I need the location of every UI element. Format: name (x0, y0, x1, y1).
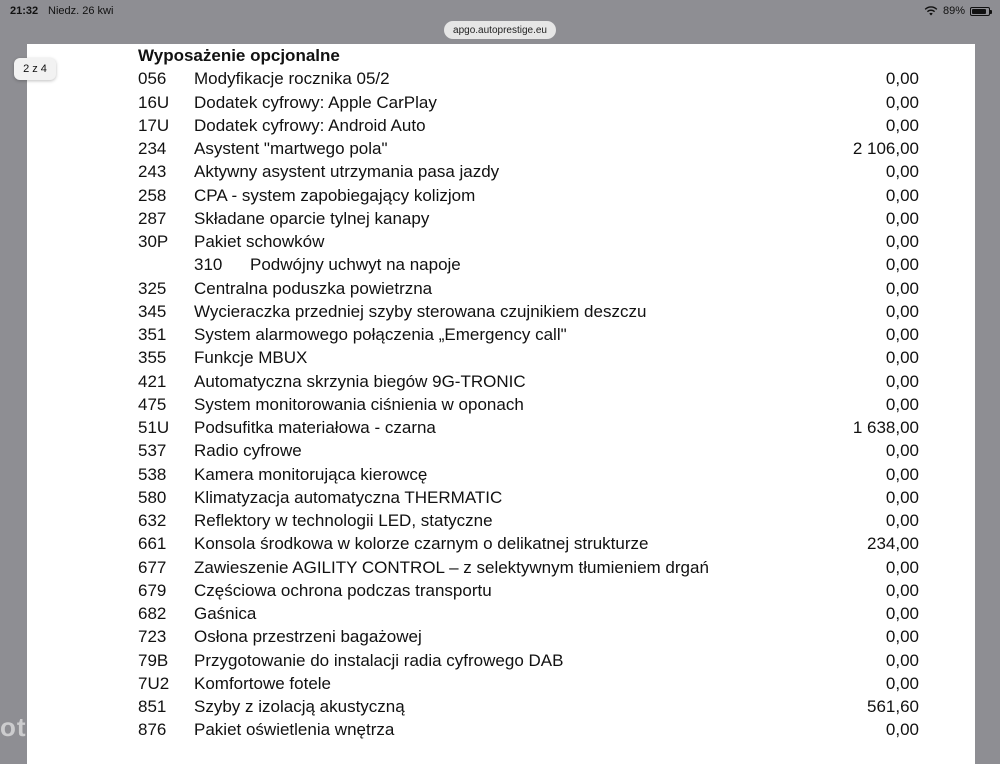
row-code: 421 (138, 371, 167, 391)
row-price: 0,00 (885, 487, 919, 507)
row-desc: Częściowa ochrona podczas transportu (194, 580, 492, 600)
battery-percent: 89% (942, 5, 965, 17)
table-row (138, 672, 928, 695)
row-desc: Komfortowe fotele (194, 673, 332, 693)
table-row (138, 207, 928, 230)
row-price: 0,00 (885, 301, 919, 321)
row-code: 580 (138, 487, 167, 507)
equipment-rows (138, 67, 928, 741)
row-code: 310 (194, 255, 223, 275)
row-desc: Pakiet oświetlenia wnętrza (194, 720, 395, 740)
table-row (138, 695, 928, 718)
row-code: 16U (138, 92, 170, 112)
table-row (138, 532, 928, 555)
row-code: 682 (138, 604, 167, 623)
row-price: 0,00 (885, 162, 919, 182)
row-desc: Wycieraczka przedniej szyby sterowana czujnikiem deszczu (194, 301, 647, 321)
status-date: Niedz. 26 kwi (48, 5, 114, 17)
row-desc: Klimatyzacja automatyczna THERMATIC (194, 487, 503, 507)
row-desc: CPA - system zapobiegający kolizjom (194, 185, 476, 205)
page-counter-label: 2 z 4 (23, 63, 47, 75)
row-price: 0,00 (885, 650, 919, 670)
row-price: 0,00 (885, 604, 919, 623)
status-indicators (924, 5, 990, 17)
table-row (138, 625, 928, 648)
row-desc: Centralna poduszka powietrzna (194, 278, 433, 298)
page-counter (14, 58, 56, 80)
row-price: 0,00 (885, 464, 919, 484)
row-desc: Reflektory w technologii LED, statyczne (194, 511, 493, 530)
row-desc: Automatyczna skrzynia biegów 9G-TRONIC (194, 371, 526, 391)
row-price: 1 638,00 (852, 418, 919, 437)
status-time: 21:32 (10, 5, 39, 17)
row-code: 851 (138, 697, 167, 716)
row-code: 79B (138, 650, 169, 670)
row-code: 876 (138, 720, 167, 740)
row-desc: Funkcje MBUX (194, 348, 308, 368)
row-price: 0,00 (885, 278, 919, 298)
row-desc: System alarmowego połączenia „Emergency call" (194, 325, 567, 344)
row-price: 0,00 (885, 232, 919, 251)
address-bar[interactable] (444, 21, 556, 39)
row-price: 0,00 (885, 115, 919, 135)
row-price: 0,00 (885, 371, 919, 391)
table-row (138, 393, 928, 416)
row-desc: Gaśnica (194, 604, 257, 623)
table-row (138, 509, 928, 532)
row-desc: Składane oparcie tylnej kanapy (194, 208, 430, 228)
row-code: 537 (138, 441, 167, 461)
row-code: 661 (138, 534, 167, 554)
row-price: 0,00 (885, 673, 919, 693)
row-code: 51U (138, 418, 170, 437)
row-code: 30P (138, 232, 169, 251)
row-code: 679 (138, 580, 167, 600)
table-row (138, 439, 928, 462)
table-row (138, 649, 928, 672)
table-row (138, 346, 928, 369)
table-row (138, 114, 928, 137)
row-code: 351 (138, 325, 167, 344)
row-code: 325 (138, 278, 167, 298)
table-row (138, 556, 928, 579)
row-code: 056 (138, 69, 167, 89)
row-price: 234,00 (867, 534, 919, 554)
row-desc: Aktywny asystent utrzymania pasa jazdy (194, 162, 500, 182)
row-price: 561,60 (867, 697, 919, 716)
wifi-icon (924, 6, 938, 16)
table-row (138, 253, 928, 276)
table-row (138, 323, 928, 346)
row-price: 0,00 (885, 69, 919, 89)
table-row (138, 602, 928, 625)
table-row (138, 300, 928, 323)
equipment-list (138, 44, 928, 742)
row-desc: Podsufitka materiałowa - czarna (194, 418, 436, 437)
battery-level (972, 9, 986, 14)
table-row (138, 137, 928, 160)
url-text: apgo.autoprestige.eu (453, 24, 547, 36)
row-code: 17U (138, 115, 170, 135)
row-code: 538 (138, 464, 167, 484)
row-price: 0,00 (885, 208, 919, 228)
row-desc: Pakiet schowków (194, 232, 325, 251)
row-price: 0,00 (885, 720, 919, 740)
row-desc: Radio cyfrowe (194, 441, 302, 461)
row-code: 632 (138, 511, 167, 530)
row-price: 0,00 (885, 325, 919, 344)
table-row (138, 184, 928, 207)
table-row (138, 277, 928, 300)
row-desc: Asystent "martwego pola" (194, 139, 388, 158)
row-desc: Szyby z izolacją akustyczną (194, 697, 405, 716)
row-desc: Modyfikacje rocznika 05/2 (194, 69, 390, 89)
row-price: 2 106,00 (852, 139, 919, 158)
watermark-logo: otomoto (0, 712, 111, 742)
row-code: 475 (138, 394, 167, 414)
row-price: 0,00 (885, 511, 919, 530)
row-code: 677 (138, 557, 167, 577)
row-desc: System monitorowania ciśnienia w oponach (194, 394, 524, 414)
table-row (138, 579, 928, 602)
row-code: 243 (138, 162, 167, 182)
table-row (138, 416, 928, 439)
table-row (138, 91, 928, 114)
row-price: 0,00 (885, 580, 919, 600)
row-price: 0,00 (885, 394, 919, 414)
row-price: 0,00 (885, 627, 919, 647)
table-row (138, 486, 928, 509)
row-desc: Przygotowanie do instalacji radia cyfrowego DAB (194, 650, 564, 670)
table-row (138, 67, 928, 90)
row-code: 723 (138, 627, 167, 647)
row-code: 345 (138, 301, 167, 321)
row-price: 0,00 (885, 441, 919, 461)
row-price: 0,00 (885, 557, 919, 577)
row-price: 0,00 (885, 185, 919, 205)
row-code: 258 (138, 185, 167, 205)
table-row (138, 463, 928, 486)
row-desc: Konsola środkowa w kolorze czarnym o delikatnej strukturze (194, 534, 649, 554)
row-code: 7U2 (138, 673, 170, 693)
row-code: 355 (138, 348, 167, 368)
row-desc: Osłona przestrzeni bagażowej (194, 627, 422, 647)
row-code: 234 (138, 139, 167, 158)
row-price: 0,00 (885, 92, 919, 112)
row-code: 287 (138, 208, 167, 228)
row-desc: Zawieszenie AGILITY CONTROL – z selektywnym tłumieniem drgań (194, 557, 709, 577)
section-heading: Wyposażenie opcjonalne (138, 46, 340, 65)
table-row (138, 370, 928, 393)
row-desc: Dodatek cyfrowy: Android Auto (194, 115, 426, 135)
row-price: 0,00 (885, 255, 919, 275)
row-desc: Podwójny uchwyt na napoje (250, 255, 461, 275)
row-desc: Dodatek cyfrowy: Apple CarPlay (194, 92, 437, 112)
row-price: 0,00 (885, 348, 919, 368)
table-row (138, 718, 928, 741)
row-desc: Kamera monitorująca kierowcę (194, 464, 428, 484)
table-row (138, 230, 928, 253)
battery-icon (970, 7, 990, 16)
table-row (138, 160, 928, 183)
